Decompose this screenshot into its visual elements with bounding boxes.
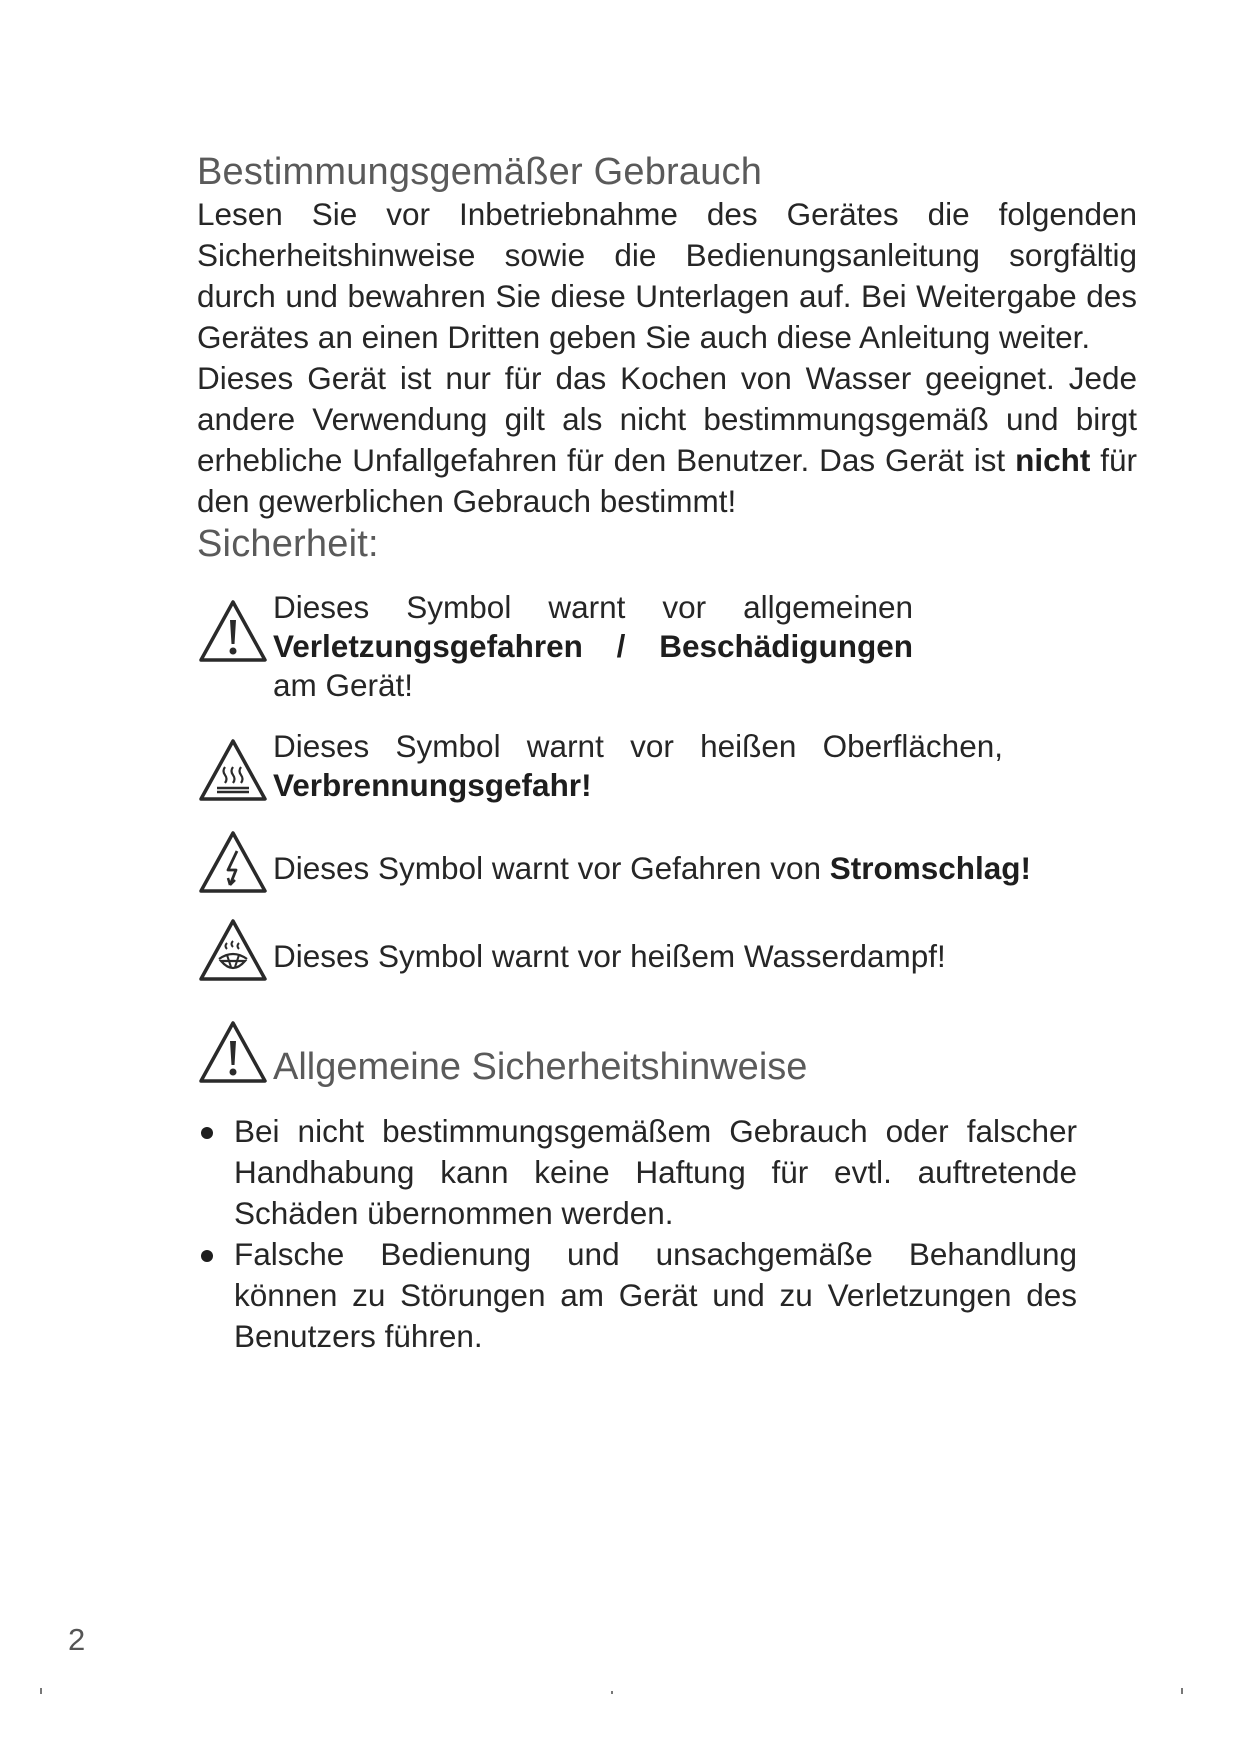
exclamation-warning-icon	[197, 1019, 269, 1085]
warning-hot-steam-text	[273, 917, 1137, 976]
general-safety-list	[197, 1111, 1077, 1357]
usage-paragraph	[197, 358, 1137, 522]
warning-hot-surface-text	[273, 727, 1003, 805]
warning-electric-shock-text	[273, 829, 1137, 888]
warning-general-text-part1: Dieses Symbol warnt vor allgemeinen	[273, 589, 913, 625]
warning-electric-shock	[197, 829, 1137, 895]
list-item-text: Bei nicht bestimmungsgemäßem Gebrauch oder falscher Handhabung kann keine Haftung für evtl. auftretende Schäden übernommen werden.	[234, 1113, 1077, 1231]
warning-general	[197, 588, 1137, 705]
intro-paragraph: Lesen Sie vor Inbetriebnahme des Gerätes die folgenden Sicherheitshinweise sowie die Bedienungsanleitung sorgfältig durch und bewahren Sie diese Unterlagen auf. Bei Weitergabe des Gerätes an einen Dritten geben Sie auch diese Anleitung weiter.	[197, 196, 1137, 355]
crop-mark	[611, 1691, 613, 1694]
crop-mark	[40, 1688, 42, 1694]
usage-text-part1: Dieses Gerät ist nur für das Kochen von Wasser geeignet. Jede andere Verwendung gilt als nicht bestimmungsgemäß und birgt erhebliche Unfallgefahren für den Benutzer. Das Gerät ist	[197, 360, 1137, 478]
usage-text-part2: für den gewerblichen Gebrauch bestimmt!	[197, 442, 1137, 519]
list-item-text: Falsche Bedienung und unsachgemäße Behandlung können zu Störungen am Gerät und zu Verletzungen des Benutzers führen.	[234, 1236, 1077, 1354]
warning-hot-surface-text-part1: Dieses Symbol warnt vor heißen Oberflächen,	[273, 728, 1003, 764]
electric-shock-warning-icon	[197, 829, 269, 895]
list-item	[197, 1234, 1077, 1357]
hot-surface-warning-icon	[197, 737, 269, 803]
warning-electric-shock-text-part1: Dieses Symbol warnt vor Gefahren von	[273, 850, 830, 886]
section-title-general-safety: Allgemeine Sicherheitshinweise	[273, 1046, 808, 1088]
warning-hot-steam	[197, 917, 1137, 983]
page-content	[197, 150, 1137, 1357]
general-safety-header	[197, 1019, 1137, 1088]
warning-general-text	[273, 588, 913, 705]
exclamation-warning-icon	[197, 598, 269, 664]
warning-electric-shock-text-bold: Stromschlag!	[829, 850, 1032, 886]
bullet-dot-icon	[201, 1127, 213, 1139]
section-title-safety: Sicherheit:	[197, 523, 379, 565]
warning-general-text-bold: Verletzungsgefahren / Beschädigungen	[273, 628, 913, 664]
warning-hot-surface-text-bold: Verbrennungsgefahr!	[273, 767, 592, 803]
bullet-dot-icon	[201, 1250, 213, 1262]
hot-steam-warning-icon	[197, 917, 269, 983]
usage-text-bold: nicht	[1015, 442, 1091, 478]
crop-mark	[1181, 1688, 1183, 1694]
warning-general-text-part2: am Gerät!	[273, 667, 414, 703]
section-title-intended-use: Bestimmungsgemäßer Gebrauch	[197, 151, 763, 193]
warning-hot-surface	[197, 727, 1137, 805]
list-item	[197, 1111, 1077, 1234]
warning-hot-steam-text-part1: Dieses Symbol warnt vor heißem Wasserdampf!	[273, 938, 946, 974]
page-number: 2	[68, 1622, 86, 1657]
